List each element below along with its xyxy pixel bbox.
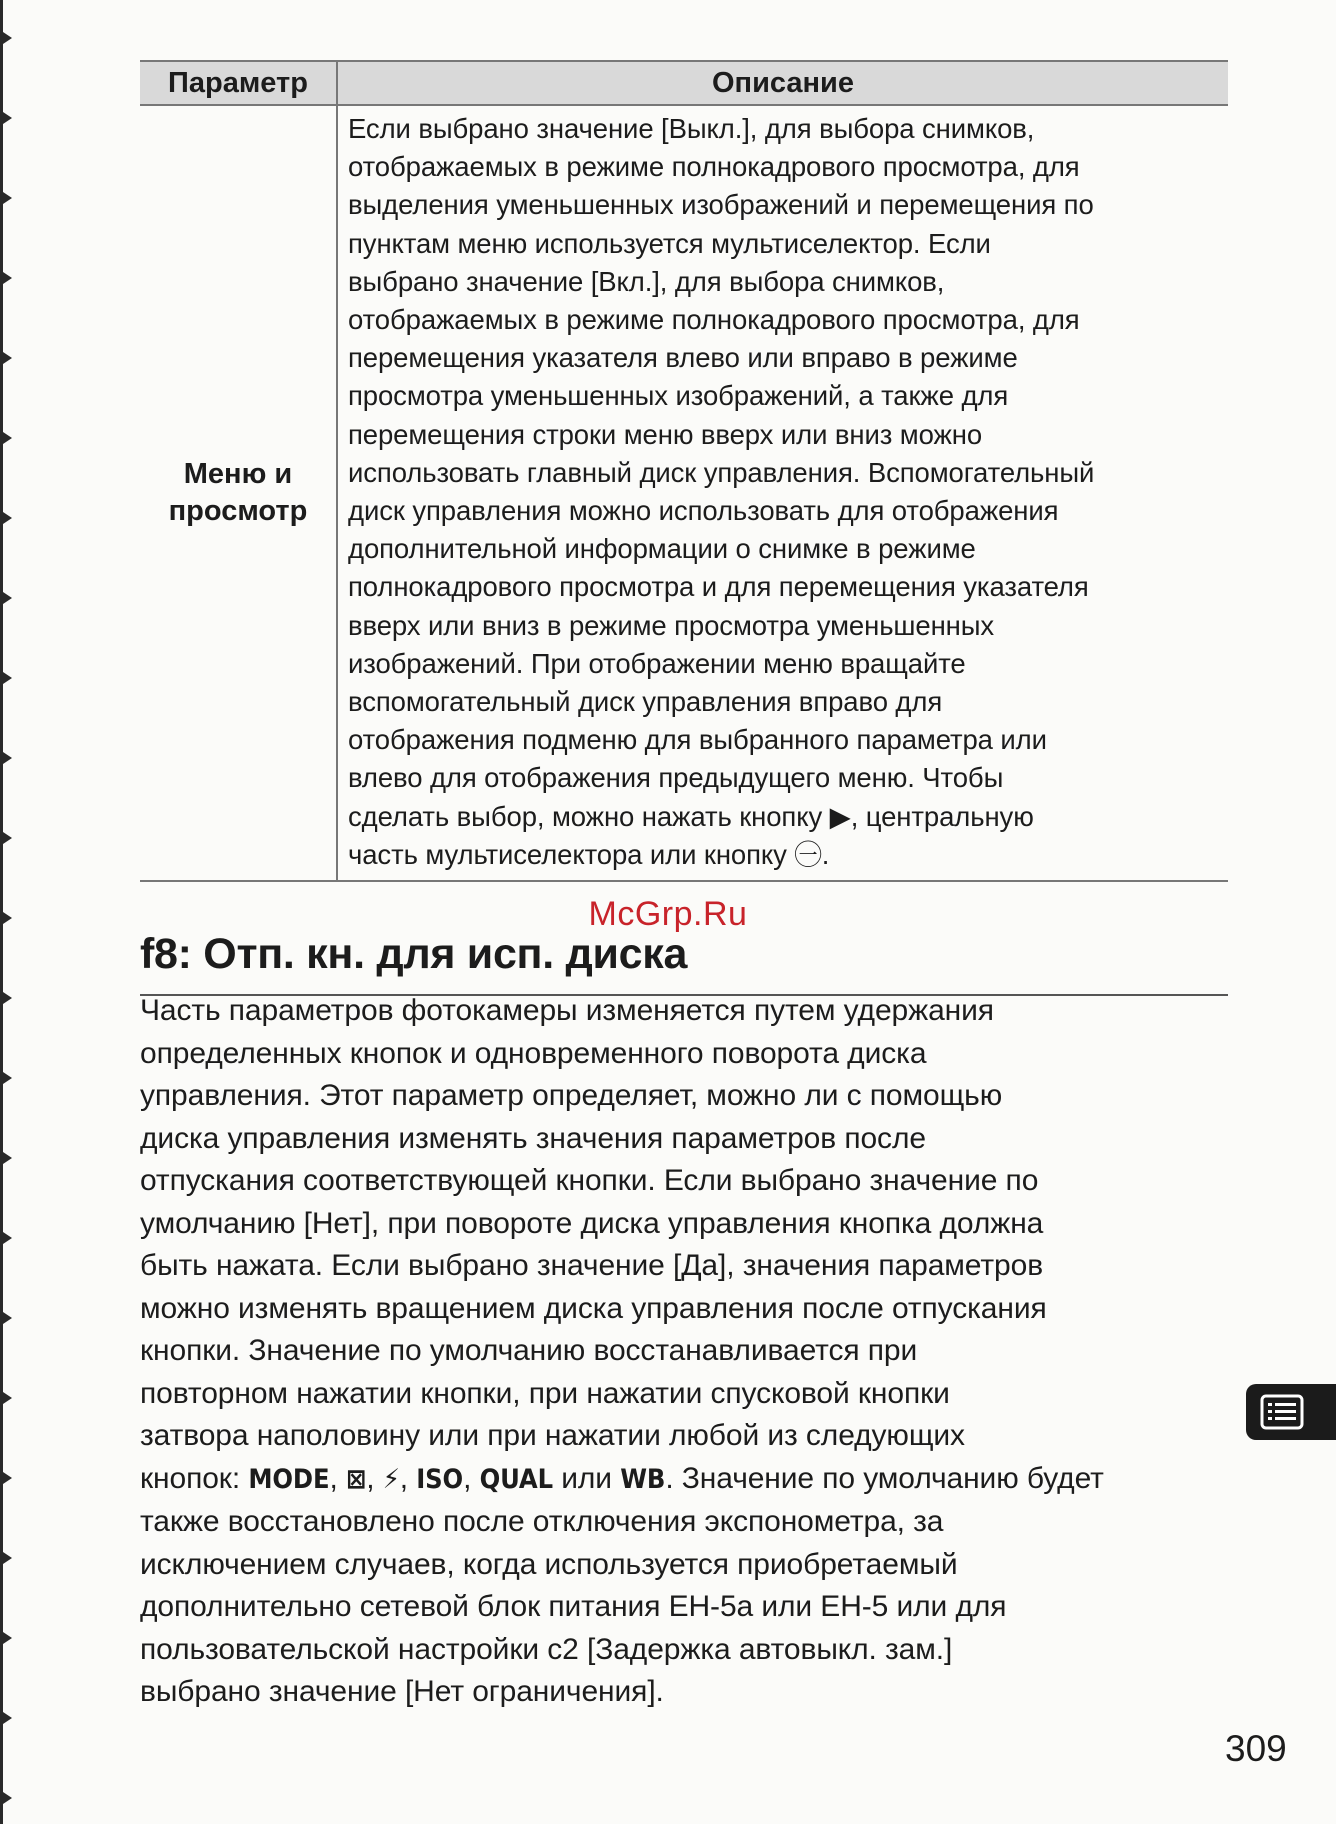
body-line: дополнительно сетевой блок питания EH-5a или EH-5 или для [140, 1590, 1007, 1623]
body-line: кнопки. Значение по умолчанию восстанавливается при [140, 1334, 918, 1367]
section-heading: f8: Отп. кн. для исп. диска [140, 930, 688, 978]
iso-button-label: ISO [416, 1463, 464, 1495]
description-line: вверх или вниз в режиме просмотра уменьшенных [348, 609, 995, 641]
description-line: полнокадрового просмотра и для перемещения указателя [348, 571, 1089, 603]
separator: , [463, 1461, 480, 1495]
body-line-keys [140, 1458, 1230, 1502]
menu-list-icon [1260, 1394, 1304, 1430]
keys-prefix: кнопок: [140, 1461, 249, 1495]
description-line: диск управления можно использовать для отображения [348, 495, 1059, 527]
description-line: перемещения указателя влево или вправо в режиме [348, 342, 1018, 374]
section-body [140, 990, 1230, 1714]
separator: , [366, 1461, 383, 1495]
page-number: 309 [1225, 1728, 1287, 1769]
description-line: сделать выбор, можно нажать кнопку ▶, центральную [348, 800, 1034, 832]
parameter-table [140, 60, 1228, 882]
description-line: перемещения строки меню вверх или вниз можно [348, 418, 983, 450]
description-line: Если выбрано значение [Выкл.], для выбора снимков, [348, 113, 1035, 144]
description-line: дополнительной информации о снимке в режиме [348, 533, 976, 565]
description-line: отображаемых в режиме полнокадрового просмотра, для [348, 304, 1080, 336]
description-line: просмотра уменьшенных изображений, а также для [348, 380, 1009, 412]
table-row [140, 105, 1228, 881]
keys-suffix: . Значение по умолчанию будет [665, 1461, 1104, 1495]
exposure-compensation-icon: ⊠ [346, 1463, 367, 1495]
description-line: влево для отображения предыдущего меню. Чтобы [348, 762, 1004, 794]
description-line: часть мультиселектора или кнопку ㊀. [348, 838, 830, 870]
watermark: McGrp.Ru [588, 895, 748, 933]
body-line: управления. Этот параметр определяет, можно ли с помощью [140, 1079, 1003, 1112]
body-line: отпускания соответствующей кнопки. Если выбрано значение по [140, 1164, 1039, 1197]
body-line: выбрано значение [Нет ограничения]. [140, 1675, 664, 1708]
conjunction: или [552, 1461, 621, 1495]
qual-button-label: QUAL [479, 1463, 553, 1495]
flash-icon: ⚡ [382, 1463, 400, 1495]
body-line: также восстановлено после отключения экспонометра, за [140, 1505, 944, 1538]
description-line: отображения подменю для выбранного параметра или [348, 724, 1047, 756]
body-line: можно изменять вращением диска управления после отпускания [140, 1291, 1047, 1325]
body-line: быть нажата. Если выбрано значение [Да], значения параметров [140, 1249, 1044, 1282]
body-line: исключением случаев, когда используется приобретаемый [140, 1547, 958, 1581]
body-line: диска управления изменять значения параметров после [140, 1121, 926, 1155]
description-line: изображений. При отображении меню вращайте [348, 647, 966, 679]
column-header-description: Описание [337, 61, 1228, 105]
body-line: Часть параметров фотокамеры изменяется путем удержания [140, 994, 994, 1027]
description-line: пунктам меню используется мультиселектор. Если [348, 227, 991, 259]
description-line: выделения уменьшенных изображений и перемещения по [348, 189, 1094, 221]
mode-button-label: MODE [248, 1463, 330, 1495]
description-line: вспомогательный диск управления вправо для [348, 686, 943, 718]
description-line: выбрано значение [Вкл.], для выбора снимков, [348, 265, 945, 297]
description-line: отображаемых в режиме полнокадрового просмотра, для [348, 151, 1080, 183]
parameter-cell [140, 105, 337, 881]
parameter-name-line: просмотр [168, 495, 308, 528]
description-line: использовать главный диск управления. Вспомогательный [348, 456, 1095, 488]
body-line: умолчанию [Нет], при повороте диска управления кнопка должна [140, 1206, 1044, 1240]
body-line: определенных кнопок и одновременного поворота диска [140, 1036, 927, 1070]
body-line: затвора наполовину или при нажатии любой из следующих [140, 1419, 965, 1452]
section-tab [1246, 1384, 1336, 1440]
parameter-name-line: Меню и [183, 458, 293, 491]
body-line: пользовательской настройки c2 [Задержка автовыкл. зам.] [140, 1632, 953, 1666]
separator: , [329, 1461, 346, 1495]
table-header-row [140, 61, 1228, 105]
wb-button-label: WB [620, 1463, 666, 1495]
body-line: повторном нажатии кнопки, при нажатии спусковой кнопки [140, 1376, 950, 1410]
separator: , [399, 1461, 417, 1495]
column-header-parameter: Параметр [140, 61, 337, 105]
description-cell [337, 105, 1228, 881]
